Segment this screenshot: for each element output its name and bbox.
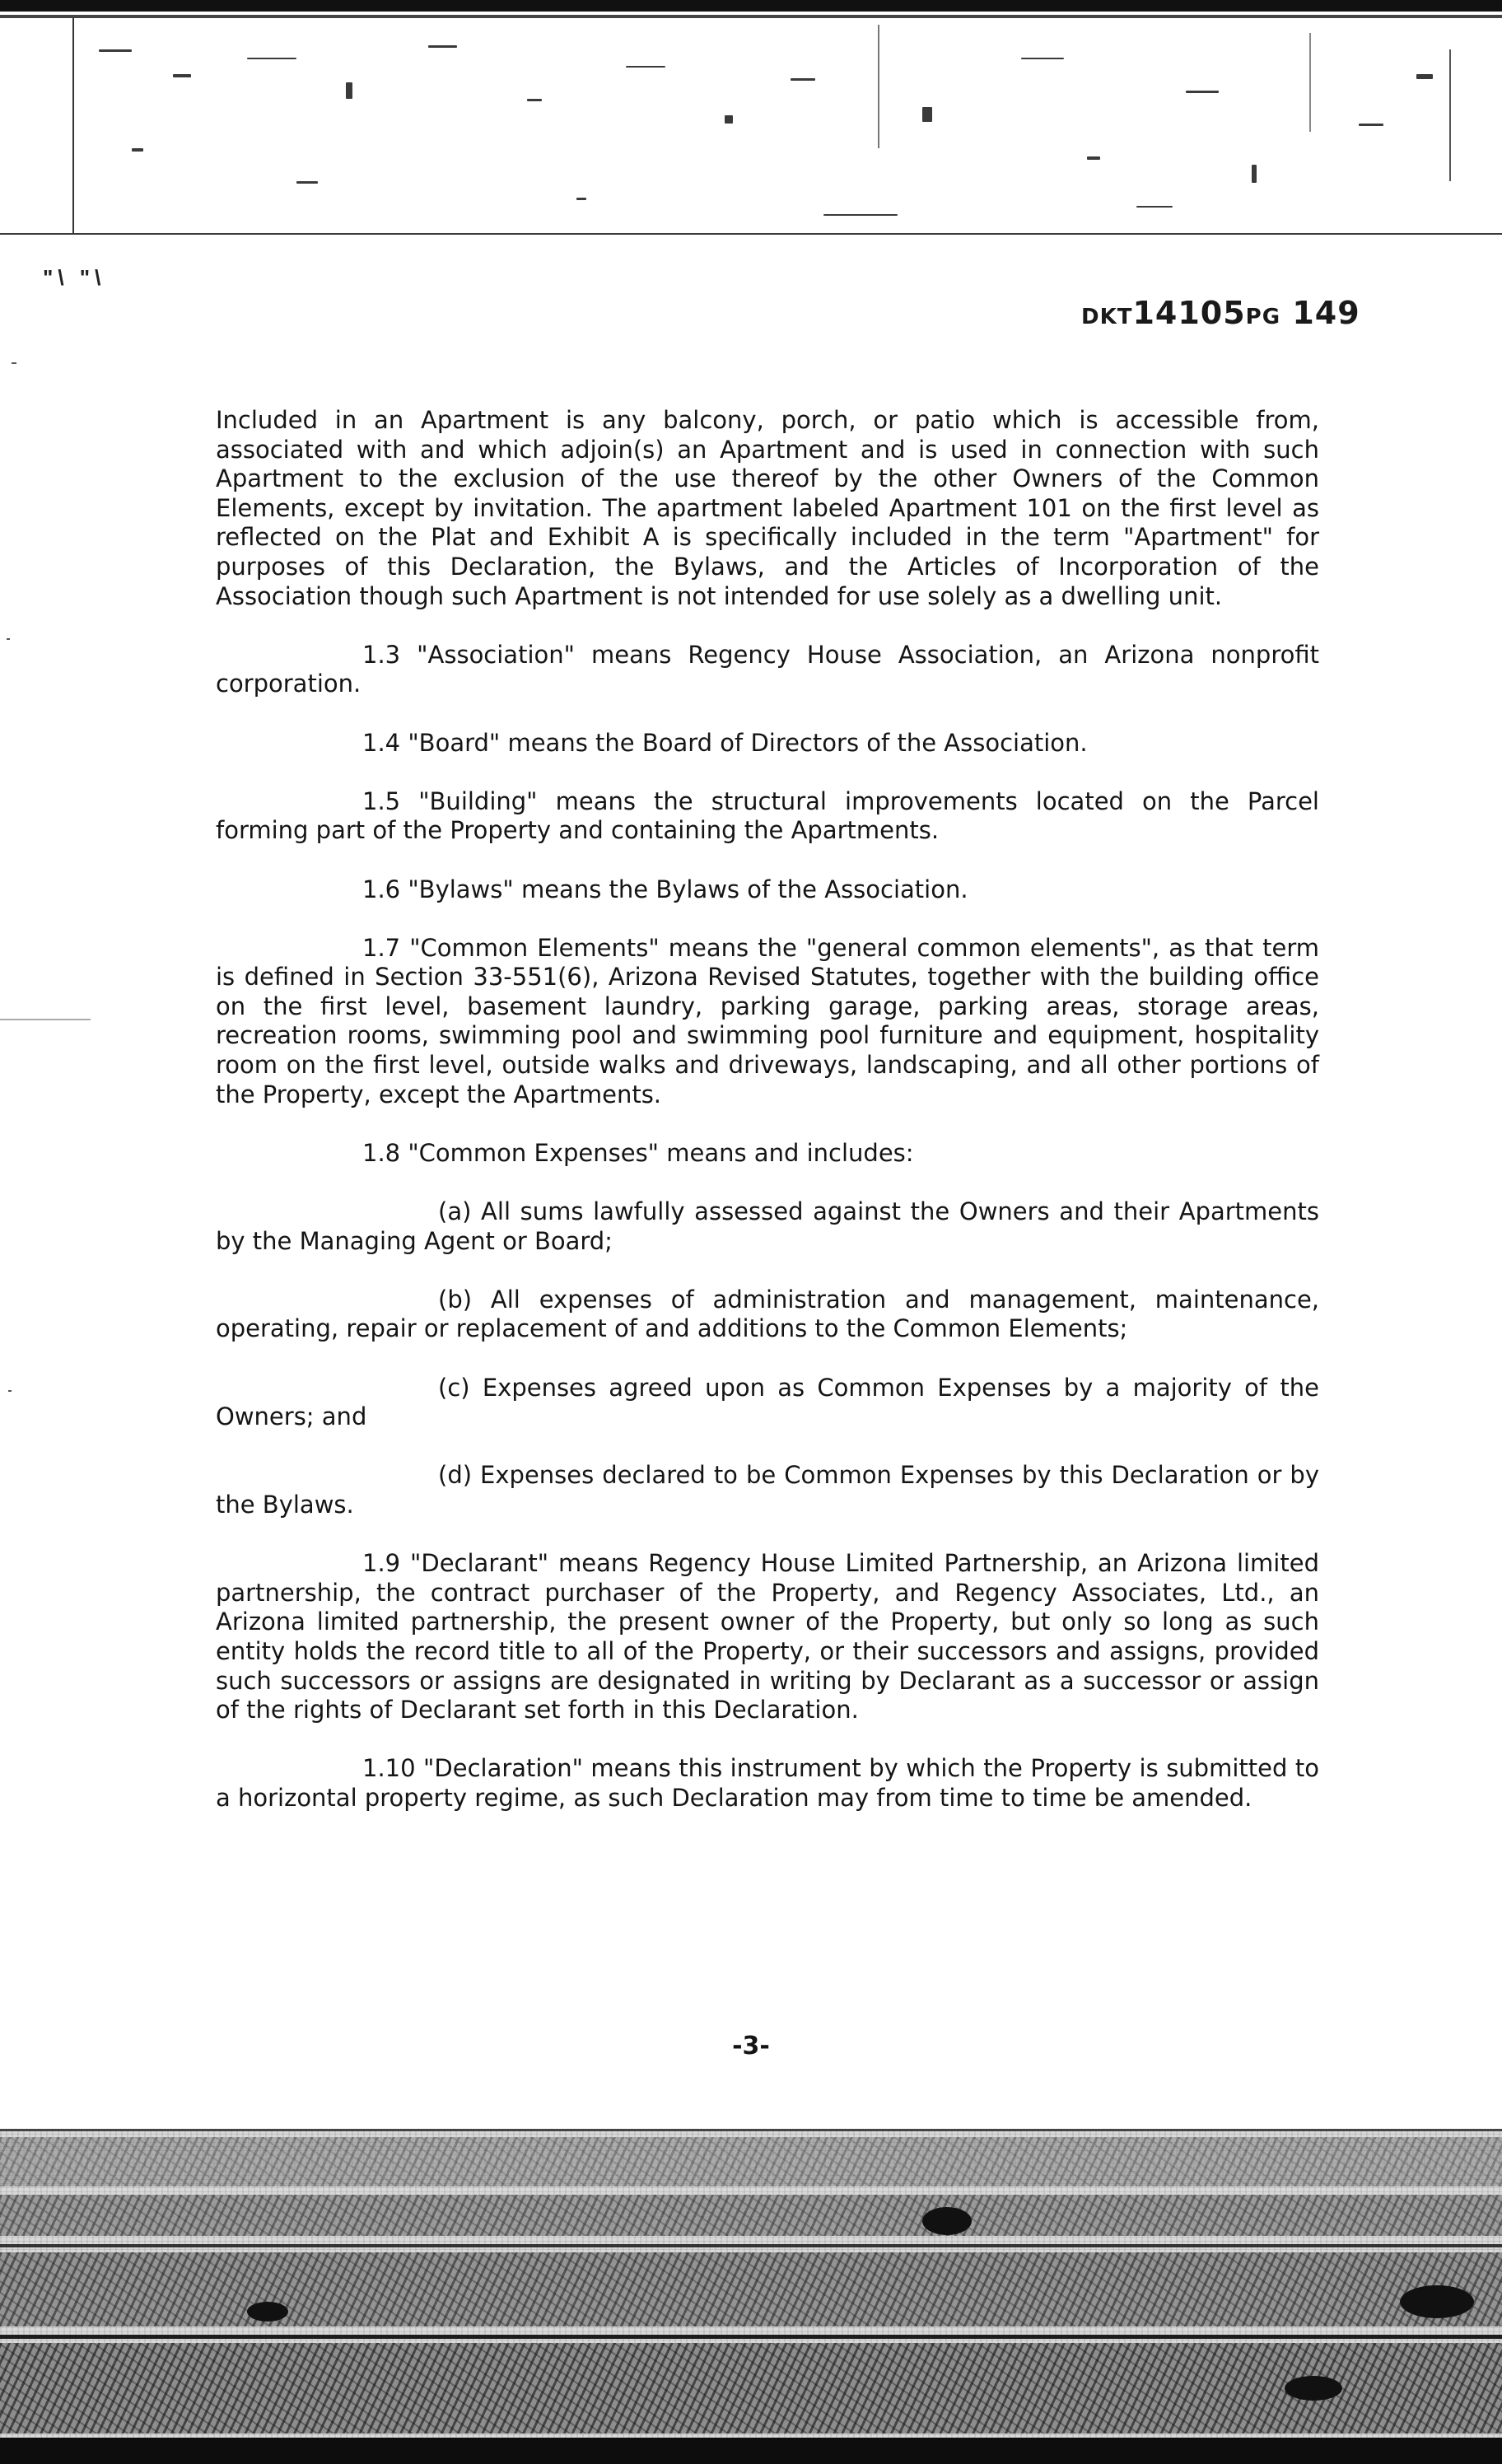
paragraph-1-7-common-elements: 1.7 "Common Elements" means the "general common elements", as that term is defined in Section 33-551(6), Arizona Revised Statutes, together with the building office on the first level, basement laundry, parking garage, parking areas, storage areas, recreation rooms, swimming pool and swimming pool furniture and equipment, hospitality room on the first level, outside walks and driveways, landscaping, and all other portions of the Property, except the Apartments. — [216, 933, 1319, 1108]
paragraph-1-4-board: 1.4 "Board" means the Board of Directors of the Association. — [362, 728, 1088, 757]
page-number: -3- — [732, 2032, 770, 2060]
margin-tick — [12, 362, 16, 364]
margin-tick — [0, 1019, 91, 1020]
paragraph-1-5-building: 1.5 "Building" means the structural improvements located on the Parcel forming part of the Property and containing the Apartments. — [216, 786, 1319, 845]
scan-artifact-top — [0, 0, 1502, 239]
docket-number: 14105 — [1132, 295, 1246, 331]
docket-prefix: DKT — [1081, 305, 1133, 329]
corner-scan-marks: "\ "\ — [43, 265, 106, 290]
docket-page: 149 — [1292, 295, 1360, 331]
paragraph-1-6-bylaws: 1.6 "Bylaws" means the Bylaws of the Association. — [362, 875, 968, 903]
paragraph-1-9-declarant: 1.9 "Declarant" means Regency House Limited Partnership, an Arizona limited partnership, the contract purchaser of the Property, and Regency Associates, Ltd., an Arizona limited partnership, the present owner of the Property, but only so long as such entity holds the record title to all of the Property, or their successors and assigns, provided such successors or assigns are designated in writing by Declarant as a successor or assign of the rights of Declarant set forth in this Declaration. — [216, 1549, 1319, 1724]
docket-stamp — [1081, 295, 1360, 331]
docket-pg-label: PG — [1245, 305, 1281, 329]
paragraph-1-10-declaration: 1.10 "Declaration" means this instrument by which the Property is submitted to a horizontal property regime, as such Declaration may from time to time be amended. — [216, 1754, 1319, 1812]
paragraph-1-8-b: (b) All expenses of administration and management, maintenance, operating, repair or replacement of and additions to the Common Elements; — [216, 1285, 1319, 1343]
paragraph-1-8-c: (c) Expenses agreed upon as Common Expenses by a majority of the Owners; and — [216, 1373, 1319, 1431]
paragraph-1-8-a: (a) All sums lawfully assessed against the Owners and their Apartments by the Managing Agent or Board; — [216, 1197, 1319, 1255]
paragraph-1-3-association: 1.3 "Association" means Regency House Association, an Arizona nonprofit corporation. — [216, 640, 1319, 698]
document-body — [216, 406, 1319, 1842]
margin-tick — [7, 638, 10, 640]
paragraph-apartment-continuation: Included in an Apartment is any balcony, porch, or patio which is accessible from, associated with and which adjoin(s) an Apartment and is used in connection with such Apartment to the exclusion of the use thereof by the other Owners of the Common Elements, except by invitation. The apartment labeled Apartment 101 on the first level as reflected on the Plat and Exhibit A is specifically included in the term "Apartment" for purposes of this Declaration, the Bylaws, and the Articles of Incorporation of the Association though such Apartment is not intended for use solely as a dwelling unit. — [216, 406, 1319, 610]
paragraph-1-8-d: (d) Expenses declared to be Common Expenses by this Declaration or by the Bylaws. — [216, 1461, 1319, 1519]
margin-tick — [8, 1390, 12, 1392]
paragraph-1-8-common-expenses: 1.8 "Common Expenses" means and includes: — [362, 1138, 914, 1167]
scan-artifact-bottom — [0, 2129, 1502, 2464]
